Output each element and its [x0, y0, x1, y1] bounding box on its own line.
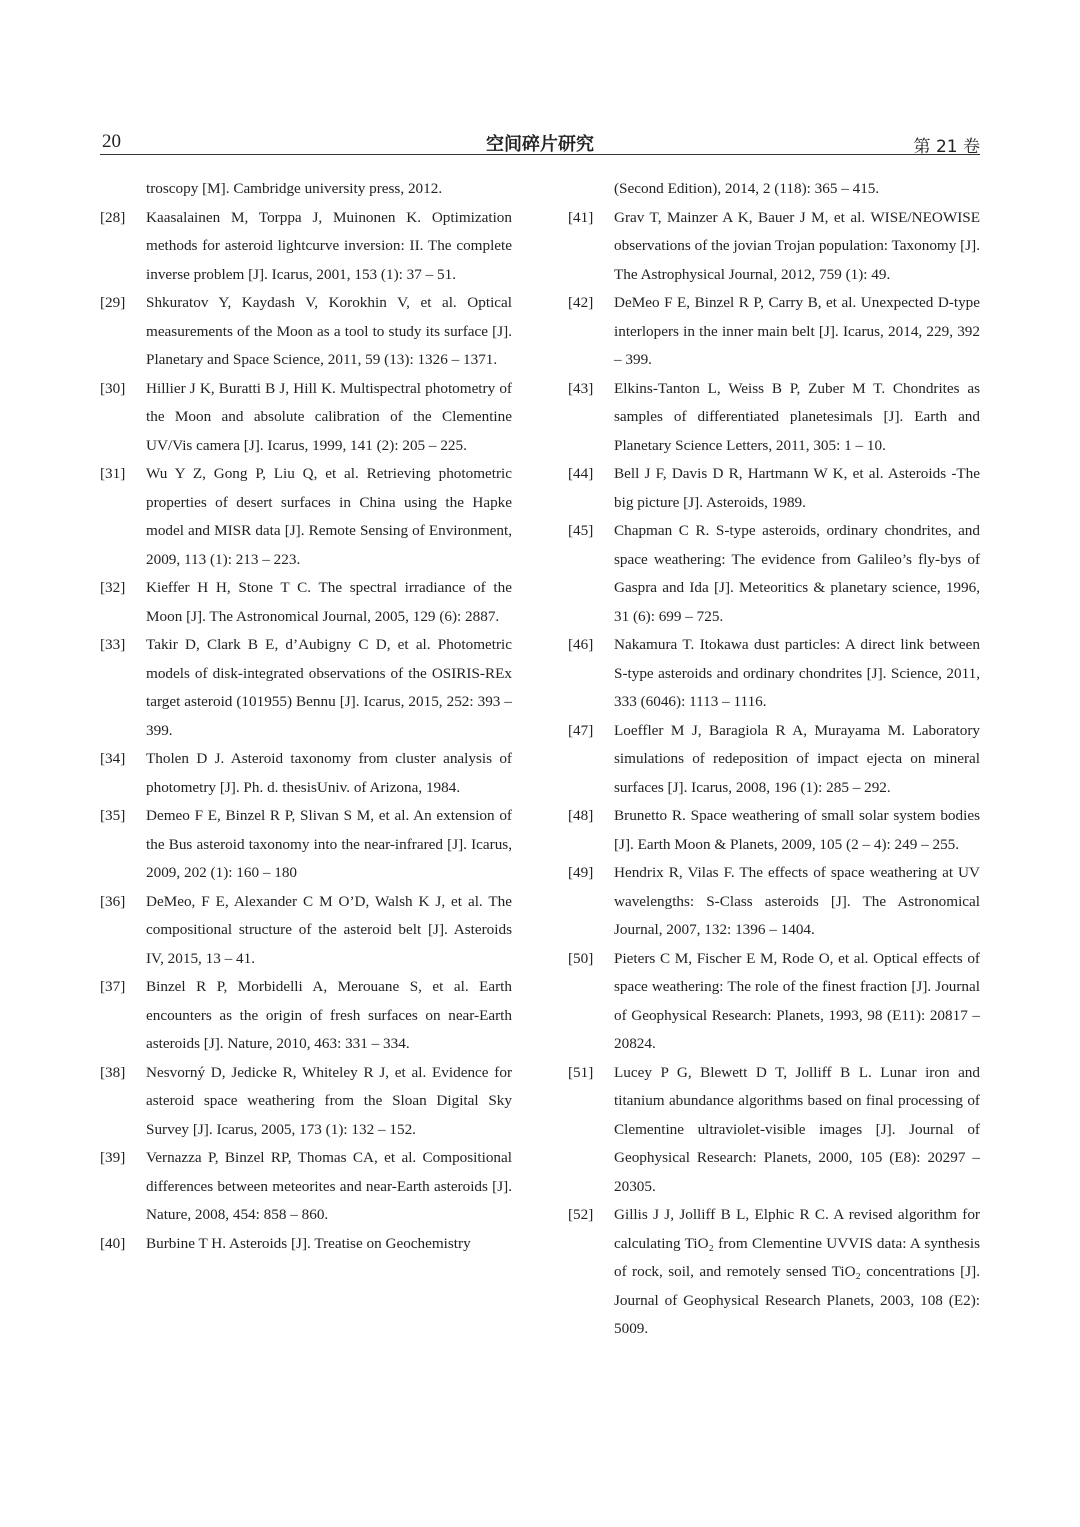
reference-text: Takir D, Clark B E, d’Aubigny C D, et al. Photometric models of disk-integrated observations of the OSIRIS-REx target asteroid (101955) Bennu [J]. Icarus, 2015, 252: 393 – 399. [146, 636, 512, 739]
page-number: 20 [102, 131, 121, 152]
reference-continuation: (Second Edition), 2014, 2 (118): 365 – 415. [614, 180, 880, 197]
reference-item [100, 888, 512, 974]
reference-item [100, 574, 512, 631]
reference-text: Lucey P G, Blewett D T, Jolliff B L. Lunar iron and titanium abundance algorithms based on final processing of Clementine ultraviolet-visible images [J]. Journal of Geophysical Research: Planets, 2000, 105 (E8): 20297 – 20305. [614, 1063, 980, 1195]
reference-text: Brunetto R. Space weathering of small solar system bodies [J]. Earth Moon & Planets, 2009, 105 (2 – 4): 249 – 255. [614, 807, 980, 853]
reference-item [100, 1144, 512, 1230]
volume-label: 第 21 卷 [913, 137, 980, 157]
reference-text: Tholen D J. Asteroid taxonomy from cluster analysis of photometry [J]. Ph. d. thesisUniv. of Arizona, 1984. [146, 750, 512, 796]
reference-item [100, 460, 512, 574]
reference-number: [29] [100, 294, 126, 311]
reference-item [568, 1201, 980, 1344]
reference-text: Chapman C R. S-type asteroids, ordinary chondrites, and space weathering: The evidence from Galileo’s fly-bys of Gaspra and Ida [J]. Meteoritics & planetary science, 1996, 31 (6): 699 – 725. [614, 522, 980, 625]
reference-text: Elkins-Tanton L, Weiss B P, Zuber M T. Chondrites as samples of differentiated planetesimals [J]. Earth and Planetary Science Letters, 2011, 305: 1 – 10. [614, 379, 980, 454]
reference-item [100, 1059, 512, 1145]
reference-item [100, 375, 512, 461]
reference-number: [52] [568, 1206, 594, 1223]
reference-text: Shkuratov Y, Kaydash V, Korokhin V, et al. Optical measurements of the Moon as a tool to study its surface [J]. Planetary and Space Science, 2011, 59 (13): 1326 – 1371. [146, 294, 512, 368]
reference-list [100, 204, 512, 1259]
reference-text: DeMeo, F E, Alexander C M O’D, Walsh K J, et al. The compositional structure of the asteroid belt [J]. Asteroids IV, 2015, 13 – 41. [146, 892, 512, 967]
reference-item [568, 859, 980, 945]
reference-text: Grav T, Mainzer A K, Bauer J M, et al. WISE/NEOWISE observations of the jovian Trojan population: Taxonomy [J]. The Astrophysical Journal, 2012, 759 (1): 49. [614, 208, 980, 283]
reference-number: [49] [568, 864, 594, 881]
reference-number: [32] [100, 579, 126, 596]
reference-item [568, 204, 980, 290]
reference-number: [36] [100, 892, 126, 910]
reference-item [568, 517, 980, 631]
reference-text: Kaasalainen M, Torppa J, Muinonen K. Optimization methods for asteroid lightcurve inversion: II. The complete inverse problem [J]. Icarus, 2001, 153 (1): 37 – 51. [146, 208, 512, 283]
reference-text: Gillis J J, Jolliff B L, Elphic R C. A revised algorithm for calculating TiO₂ from Clementine UVVIS data: A synthesis of rock, soil, and remotely sensed TiO₂ concentrations [J]. Journal of Geophysical Research Planets, 2003, 108 (E2): 5009. [614, 1206, 980, 1337]
reference-text: Burbine T H. Asteroids [J]. Treatise on Geochemistry [146, 1234, 471, 1252]
reference-item [100, 1230, 512, 1259]
reference-item [568, 945, 980, 1059]
reference-item [568, 631, 980, 717]
reference-item [568, 717, 980, 803]
reference-number: [50] [568, 949, 594, 967]
reference-item [568, 1059, 980, 1202]
journal-title: 空间碎片研究 [486, 134, 594, 155]
reference-text: DeMeo F E, Binzel R P, Carry B, et al. Unexpected D-type interlopers in the inner main belt [J]. Icarus, 2014, 229, 392 – 399. [614, 294, 980, 368]
reference-item [568, 802, 980, 859]
reference-number: [43] [568, 379, 594, 397]
reference-text: Hendrix R, Vilas F. The effects of space weathering at UV wavelengths: S-Class asteroids [J]. The Astronomical Journal, 2007, 132: 1396 – 1404. [614, 864, 980, 938]
reference-number: [45] [568, 522, 594, 539]
reference-text: Kieffer H H, Stone T C. The spectral irradiance of the Moon [J]. The Astronomical Journal, 2005, 129 (6): 2887. [146, 579, 512, 625]
reference-item [568, 289, 980, 375]
reference-text: Loeffler M J, Baragiola R A, Murayama M. Laboratory simulations of redeposition of impact ejecta on mineral surfaces [J]. Icarus, 2008, 196 (1): 285 – 292. [614, 721, 980, 796]
reference-number: [31] [100, 465, 126, 482]
reference-text: Bell J F, Davis D R, Hartmann W K, et al. Asteroids -The big picture [J]. Asteroids, 1989. [614, 465, 980, 511]
reference-number: [33] [100, 636, 126, 653]
reference-item [568, 460, 980, 517]
reference-item [568, 375, 980, 461]
reference-item [100, 973, 512, 1059]
reference-text: Binzel R P, Morbidelli A, Merouane S, et al. Earth encounters as the origin of fresh surfaces on near-Earth asteroids [J]. Nature, 2010, 463: 331 – 334. [146, 978, 512, 1052]
reference-item [100, 802, 512, 888]
reference-text: Demeo F E, Binzel R P, Slivan S M, et al. An extension of the Bus asteroid taxonomy into the near-infrared [J]. Icarus, 2009, 202 (1): 160 – 180 [146, 807, 512, 881]
reference-number: [44] [568, 465, 594, 482]
reference-number: [30] [100, 379, 126, 397]
reference-text: Pieters C M, Fischer E M, Rode O, et al. Optical effects of space weathering: The role of the finest fraction [J]. Journal of Geophysical Research: Planets, 1993, 98 (E11): 20817 – 20824. [614, 949, 980, 1052]
reference-number: [37] [100, 978, 126, 995]
reference-item [100, 204, 512, 290]
reference-continuation: troscopy [M]. Cambridge university press, 2012. [146, 180, 443, 197]
reference-number: [34] [100, 750, 126, 767]
reference-list [568, 204, 980, 1344]
reference-number: [40] [100, 1234, 126, 1252]
reference-number: [38] [100, 1063, 126, 1081]
reference-text: Wu Y Z, Gong P, Liu Q, et al. Retrieving photometric properties of desert surfaces in China using the Hapke model and MISR data [J]. Remote Sensing of Environment, 2009, 113 (1): 213 – 223. [146, 465, 512, 568]
reference-item [100, 745, 512, 802]
reference-number: [42] [568, 294, 594, 311]
reference-number: [51] [568, 1063, 594, 1081]
reference-text: Vernazza P, Binzel RP, Thomas CA, et al. Compositional differences between meteorites and near-Earth asteroids [J]. Nature, 2008, 454: 858 – 860. [146, 1149, 512, 1223]
reference-number: [48] [568, 807, 594, 824]
reference-number: [41] [568, 208, 594, 226]
reference-item [100, 631, 512, 745]
reference-text: Nesvorný D, Jedicke R, Whiteley R J, et al. Evidence for asteroid space weathering from the Sloan Digital Sky Survey [J]. Icarus, 2005, 173 (1): 132 – 152. [146, 1063, 512, 1138]
reference-number: [28] [100, 208, 126, 226]
reference-text: Nakamura T. Itokawa dust particles: A direct link between S-type asteroids and ordinary chondrites [J]. Science, 2011, 333 (6046): 1113 – 1116. [614, 636, 980, 710]
reference-number: [47] [568, 721, 594, 739]
page-header [100, 130, 980, 155]
reference-number: [39] [100, 1149, 126, 1166]
reference-number: [35] [100, 807, 126, 824]
right-column [568, 175, 980, 1344]
reference-item [100, 289, 512, 375]
left-column [100, 175, 512, 1258]
reference-text: Hillier J K, Buratti B J, Hill K. Multispectral photometry of the Moon and absolute calibration of the Clementine UV/Vis camera [J]. Icarus, 1999, 141 (2): 205 – 225. [146, 379, 512, 454]
reference-number: [46] [568, 636, 594, 653]
